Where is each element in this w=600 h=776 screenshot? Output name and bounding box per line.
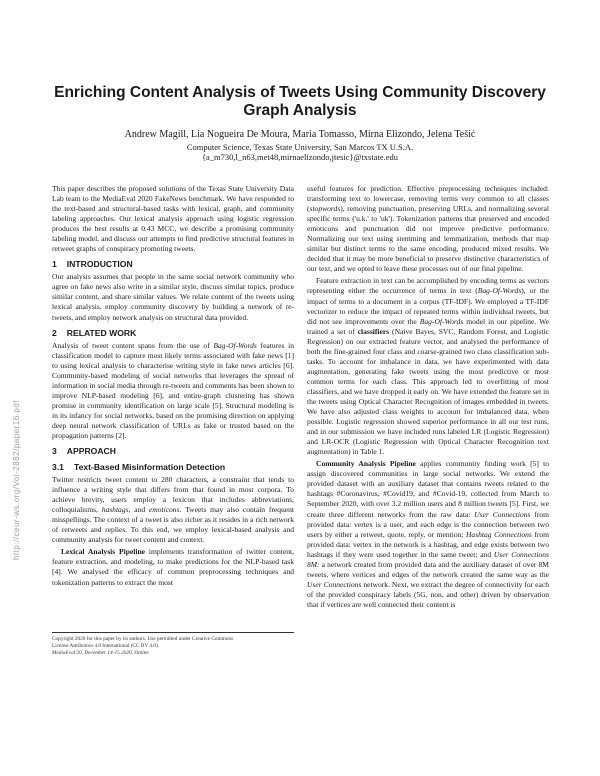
- text-based-paragraph: Twitter restricts tweet content to 280 characters, a constraint that tends to influence a writing style that differs from that found in most corpora. To achieve brevity, users employ a lexicon that includes abbreviations, colloquialisms, hashtags, and emoticons. Tweets may also contain frequent misspellings. The context of a tweet is also richer as it resides in a rich network of retweets and replies. To this end, we employ lexical-based analysis and community analysis for tweet content and context.: [52, 475, 294, 545]
- footnote-venue: MediaEval'20, December 14-15 2020, Online: [52, 650, 149, 656]
- lexical-pipeline-paragraph: Lexical Analysis Pipeline implements transformation of twitter content, feature extraction, and modeling, to make predictions for the NLP-based task [4]. We analysed the efficacy of common preprocessing techniques and tokenization patterns to extract the most: [52, 547, 294, 587]
- abstract: This paper describes the proposed solutions of the Texas State University Data Lab team to the MediaEval 2020 FakeNews benchmark. We have responded to the text-based and structural-based tasks with lexical, graph, and community labeling approaches. Our lexical analysis approach using logistic regression produces the best results at 0.43 MCC, we describe a promising community labeling model, and discuss our attempts to find predictive structural features in retweet graphs of conspiracy promoting tweets.: [52, 184, 294, 254]
- section-number: 1: [52, 259, 57, 270]
- introduction-paragraph: Our analysis assumes that people in the same social network community who agree on fake news also write in a similar style, discuss similar topics, produce similar content, and share similar values. We relate content of the tweets using lexical analysis, employ community discovery by building a network of re-tweets, and employ network analysis on structural data provided.: [52, 272, 294, 322]
- author-list: Andrew Magill, Lia Nogueira De Moura, Maria Tomasso, Mirna Elizondo, Jelena Tešić: [124, 129, 476, 140]
- section-title: INTRODUCTION: [66, 259, 133, 270]
- affiliation-institution: Computer Science, Texas State University, San Marcos TX U.S.A.: [186, 142, 414, 152]
- margin-url: http://ceur-ws.org/Vol-2882/paper16.pdf: [12, 399, 21, 560]
- section-heading-approach: [52, 446, 294, 457]
- section-title: APPROACH: [66, 446, 116, 457]
- footnote-line: License Attribution 4.0 International (CC BY 4.0).: [52, 643, 160, 649]
- affiliation-emails: {a_m730,l_n63,met48,mirnaelizondo,jtesic}@txstate.edu: [201, 152, 399, 162]
- subsection-heading-text-based: [52, 462, 294, 473]
- paper-title: Enriching Content Analysis of Tweets Using Community Discovery Graph Analysis: [54, 84, 546, 119]
- related-work-paragraph: Analysis of tweet content spans from the use of Bag-Of-Words features in classification model to capture most likely terms associated with fake news [1] to using lexical analysis to characterise writing style in fake news articles [6]. Community-based modeling of social networks that leverages the spread of information in social media through re-tweets and comments has been shown to improve NLP-based modeling [6], and entire-graph clustering has shown promise in community identification on large scale [5]. Structural modeling is in its infancy for social networks, based on the promising direction on applying deep neural network classification of URLs as fake or trusted based on the propagation patterns [2].: [52, 340, 294, 440]
- section-number: 2: [52, 327, 57, 338]
- affiliation: [40, 142, 560, 162]
- subsection-title: Text-Based Misinformation Detection: [73, 462, 226, 473]
- right-column: [307, 184, 549, 612]
- footnote-line: Copyright 2020 for this paper by its authors. Use permitted under Creative Commons: [52, 636, 234, 642]
- left-column: [52, 184, 294, 590]
- community-pipeline-paragraph: Community Analysis Pipeline applies community finding work [5] to assign discovered communities in large social networks. We extend the provided dataset with an auxiliary dataset that contains tweets related to the hashtags #Coronavirus, #Covid19, and #Covid-19, collected from March to September 2020, with over 3.2 million users and 8 million tweets [5]. First, we create three different networks from the raw data: User Connections from provided data: vertex is a user, and each edge is the connection between two users by either a retweet, quote, reply, or mention; Hashtag Connections from provided data: vertex in the network is a hashtag, and edge exists between two hashtags if they were used together in the same tweet; and User Connections 8M: a network created from provided data and the auxiliary dataset of over 8M tweets, where vertices and edges of the network created the same way as the User Connections network. Next, we extract the degree of connectivity for each of the provided conspiracy labels (5G, non, and other) driven by observation that if vertices are well connected their content is: [307, 459, 549, 609]
- section-title: RELATED WORK: [66, 327, 137, 338]
- section-heading-related-work: [52, 328, 294, 339]
- subsection-number: 3.1: [52, 462, 64, 473]
- copyright-footnote: [52, 632, 294, 657]
- section-number: 3: [52, 446, 57, 457]
- section-heading-introduction: [52, 259, 294, 270]
- feature-extraction-paragraph: Feature extraction in text can be accomplished by encoding terms as vectors representing either the occurrence of terms in text (Bag-Of-Words), or the impact of terms to a document in a corpus (TF-IDF). We employed a TF-IDF vectorizer to reduce the impact of repeated terms within individual tweets, but did not see improvements over the Bag-Of-Words model in our pipeline. We trained a set of classifiers (Naive Bayes, SVC, Random Forest, and Logistic Regression) on our extracted feature vector, and analysed the performance of both the fine-grained four class and coarse-grained two class classification sub-tasks. To account for imbalance in data, we have experimented with data augmentation, generating fake tweets using the most predictive or most common terms for each class. This approach led to overfitting of most classifiers, and we have dropped it early on. We have extended the feature set in the tweets using Optical Character Recognition of images embedded in tweets. We have also adjusted class weights to account for imbalanced data, when possible. Logistic regression showed superior performance in all our test runs, and in our submission we have included runs labeled LR (Logistic Regression) and LR-OCR (Logistic Regression with Optical Character Recognition text augmentation) in Table 1.: [307, 276, 550, 457]
- preprocessing-paragraph: useful features for prediction. Effective preprocessing techniques included: transforming text to lowercase, removing terms very common to all classes (stopwords), removing punctuation, preserving URLs, and normalizing several specific terms ('u.k.' to 'uk'). Tokenization patterns that preserved and encoded emoticons and punctuation did not improve predictive performance. Normalizing our text using stemming and lemmatization, methods that map similar but distinct terms to the same encoding, produced mixed results. We decided that it may be more beneficial to preserve distinctive characteristics of our text, and we opted to leave these processes out of our final pipeline.: [307, 184, 549, 274]
